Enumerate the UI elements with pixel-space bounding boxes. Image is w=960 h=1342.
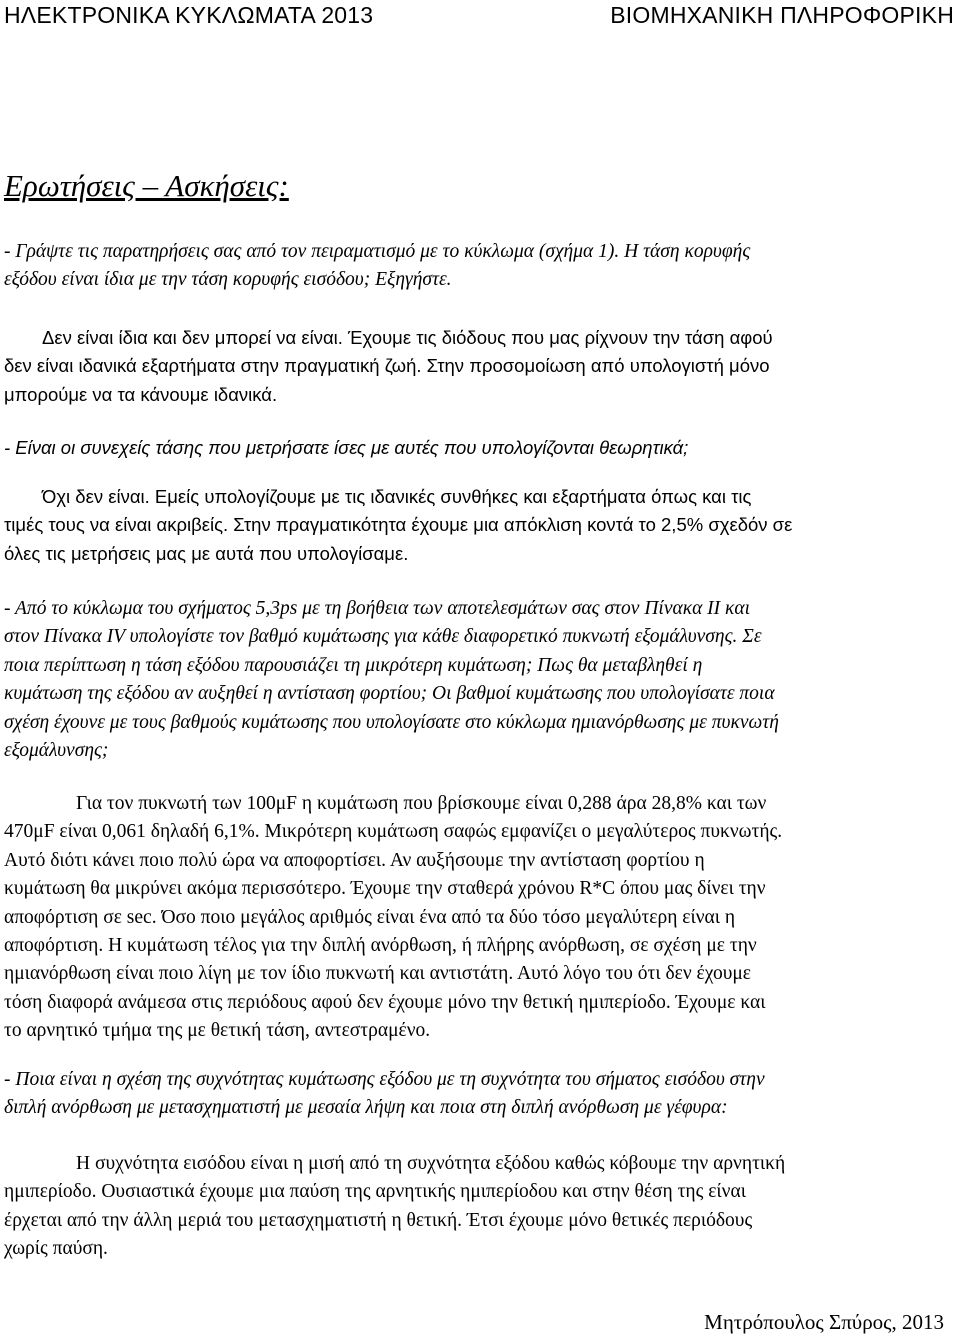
question-3-line: εξομάλυνσης; [4, 740, 109, 762]
answer-3-line: τόση διαφορά ανάμεσα στις περιόδους αφού δεν έχουμε μόνο την θετική ημιπερίοδο. Έχουμε και [4, 991, 766, 1013]
question-4 [4, 1066, 956, 1123]
answer-3-line: αποφόρτιση σε sec. Όσο ποιο μεγάλος αριθμός είναι ένα από τα δύο τόσο μεγαλύτερη είναι η [4, 906, 736, 928]
question-1-line: εξόδου είναι ίδια με την τάση κορυφής εισόδου; Εξηγήστε. [4, 269, 452, 291]
answer-3-line: κυμάτωση θα μικρύνει ακόμα περισσότερο. Έχουμε την σταθερά χρόνου R*C όπου μας δίνει την [4, 878, 766, 900]
question-3-line: - Από το κύκλωμα του σχήματος 5,3ps με τη βοήθεια των αποτελεσμάτων σας στον Πίνακα ΙΙ και [4, 598, 751, 619]
question-3-line: κυμάτωση της εξόδου αν αυξηθεί η αντίσταση φορτίου; Οι βαθμοί κυμάτωσης που υπολογίσατε ποια [4, 683, 775, 705]
answer-3-line: Αυτό διότι κάνει ποιο πολύ ώρα να αποφορτίσει. Αν αυξήσουμε την αντίσταση φορτίου η [4, 849, 705, 871]
section-title: Ερωτήσεις – Ασκήσεις: [4, 168, 289, 203]
answer-2 [4, 483, 956, 568]
answer-3-line: ημιανόρθωση είναι ποιο λίγη με τον ίδιο πυκνωτή και αντιστάτη. Αυτό λόγο του ότι δεν έχουμε [4, 963, 751, 985]
answer-3-line: το αρνητικό τμήμα της με θετική τάση, αντεστραμένο. [4, 1020, 431, 1042]
answer-4-line: έρχεται από την άλλη μεριά του μετασχηματιστή η θετική. Έτσι έχουμε μόνο θετικές περιόδους [4, 1209, 753, 1231]
answer-2-line: Όχι δεν είναι. Εμείς υπολογίζουμε με τις ιδανικές συνθήκες και εξαρτήματα όπως και τις [42, 486, 752, 507]
answer-4 [4, 1150, 956, 1264]
question-4-line: - Ποια είναι η σχέση της συχνότητας κυμάτωσης εξόδου με τη συχνότητα του σήματος εισόδου στην [4, 1069, 765, 1090]
question-2-line: - Είναι οι συνεχείς τάσης που μετρήσατε ίσες με αυτές που υπολογίζονται θεωρητικά; [4, 437, 689, 458]
course-title: ΗΛΕΚΤΡΟΝΙΚΑ ΚΥΚΛΩΜΑΤΑ 2013 [4, 2, 374, 28]
page-header [0, 0, 960, 34]
answer-4-line: ημιπερίοδο. Ουσιαστικά έχουμε μια παύση της αρνητικής ημιπερίοδου και στην θέση της είναι [4, 1181, 746, 1203]
answer-3-line: 470μF είναι 0,061 δηλαδή 6,1%. Μικρότερη κυμάτωση σαφώς εμφανίζει ο μεγαλύτερος πυκνωτής. [4, 821, 783, 843]
author-footer: Μητρόπουλος Σπύρος, 2013 [704, 1310, 944, 1334]
answer-1-line: μπορούμε να τα κάνουμε ιδανικά. [4, 383, 278, 405]
answer-2-line: όλες τις μετρήσεις μας με αυτά που υπολογίσαμε. [4, 542, 409, 564]
question-3-line: ποια περίπτωση η τάση εξόδου παρουσιάζει τη μικρότερη κυμάτωση; Πως θα μεταβληθεί η [4, 654, 703, 676]
question-3-line: στον Πίνακα ΙV υπολογίστε τον βαθμό κυμάτωσης για κάθε διαφορετικό πυκνωτή εξομάλυνσης. Σε [4, 626, 762, 648]
question-2 [4, 434, 956, 462]
question-1-line: - Γράψτε τις παρατηρήσεις σας από τον πειραματισμό με το κύκλωμα (σχήμα 1). Η τάση κορυφής [4, 241, 751, 262]
department-title: ΒΙΟΜΗΧΑΝΙΚΗ ΠΛΗΡΟΦΟΡΙΚΗ [610, 2, 954, 28]
question-3-line: σχέση έχουνε με τους βαθμούς κυμάτωσης που υπολογίσατε στο κύκλωμα ημιανόρθωσης με πυκνωτή [4, 711, 779, 733]
answer-4-line: χωρίς παύση. [4, 1238, 108, 1260]
answer-1 [4, 324, 956, 409]
answer-4-line: Η συχνότητα εισόδου είναι η μισή από τη συχνότητα εξόδου καθώς κόβουμε την αρνητική [76, 1153, 786, 1174]
answer-2-line: τιμές τους να είναι ακριβείς. Στην πραγματικότητα έχουμε μια απόκλιση κοντά το 2,5% σχεδόν σε [4, 514, 793, 536]
answer-1-line: δεν είναι ιδανικά εξαρτήματα στην πραγματική ζωή. Στην προσομοίωση από υπολογιστή μόνο [4, 355, 770, 377]
answer-3 [4, 790, 956, 1046]
answer-3-line: Για τον πυκνωτή των 100μF η κυμάτωση που βρίσκουμε είναι 0,288 άρα 28,8% και των [76, 793, 767, 814]
question-4-line: διπλή ανόρθωση με μετασχηματιστή με μεσαία λήψη και ποια στη διπλή ανόρθωση με γέφυρα: [4, 1097, 728, 1119]
answer-3-line: αποφόρτιση. Η κυμάτωση τέλος για την διπλή ανόρθωση, ή πλήρης ανόρθωση, σε σχέση με την [4, 935, 757, 957]
question-3 [4, 595, 956, 765]
question-1 [4, 238, 956, 295]
answer-1-line: Δεν είναι ίδια και δεν μπορεί να είναι. Έχουμε τις διόδους που μας ρίχνουν την τάση αφού [42, 327, 773, 348]
